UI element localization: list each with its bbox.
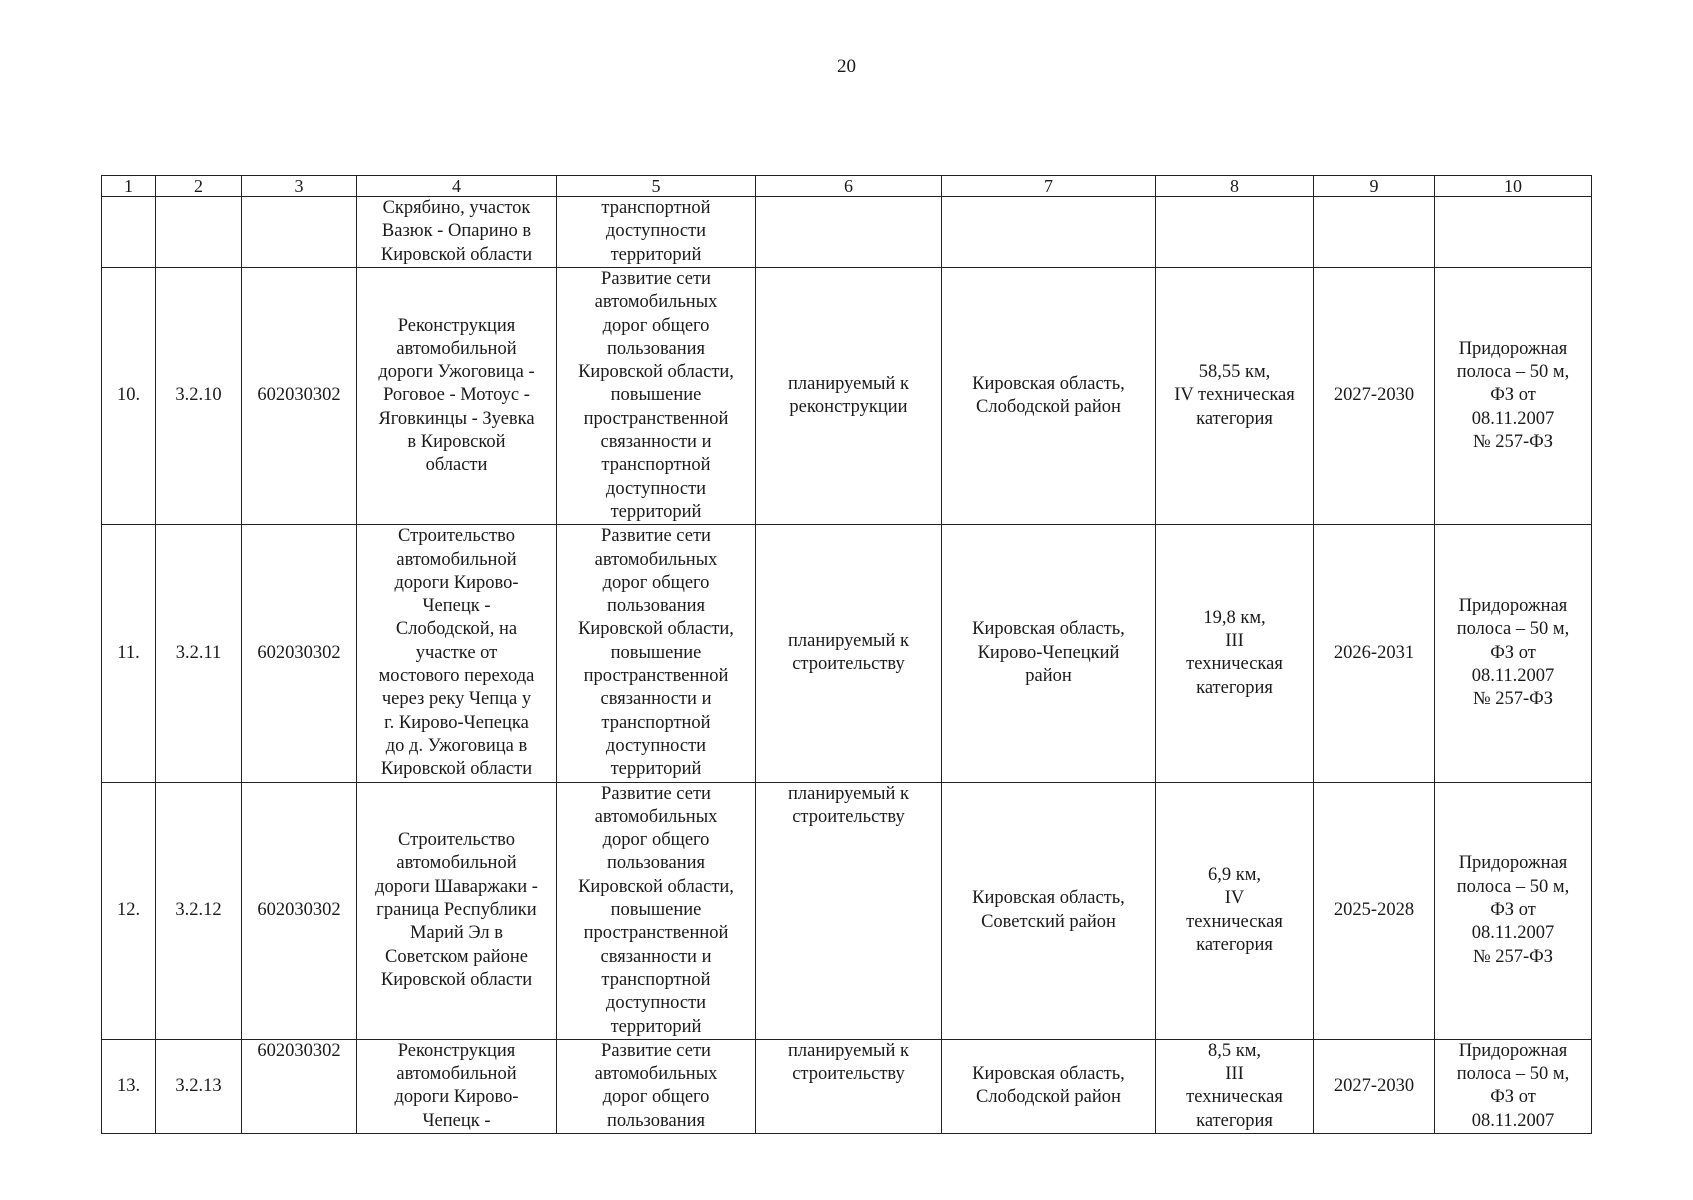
object-period-cell: 2027-2030	[1314, 268, 1435, 525]
object-code-cell: 3.2.10	[156, 268, 242, 525]
object-location-cell: Кировская область, Слободской район	[942, 268, 1156, 525]
empty-cell	[1435, 197, 1592, 268]
object-params-cell: 6,9 км, IV техническая категория	[1156, 782, 1314, 1039]
object-status-cell: планируемый к строительству	[756, 525, 942, 782]
object-params-cell: 58,55 км, IV техническая категория	[1156, 268, 1314, 525]
object-name-cell: Строительство автомобильной дороги Шаваржаки - граница Республики Марий Эл в Советском районе Кировской области	[357, 782, 557, 1039]
column-number-row	[102, 176, 1592, 197]
object-name-cell: Скрябино, участок Вазюк - Опарино в Кировской области	[357, 197, 557, 268]
continuation-row	[102, 197, 1592, 268]
kbk-code-cell: 602030302	[242, 268, 357, 525]
object-location-cell: Кировская область, Советский район	[942, 782, 1156, 1039]
object-period-cell: 2026-2031	[1314, 525, 1435, 782]
table-row	[102, 268, 1592, 525]
row-number-cell: 12.	[102, 782, 156, 1039]
object-period-cell: 2027-2030	[1314, 1039, 1435, 1133]
object-params-cell: 8,5 км, III техническая категория	[1156, 1039, 1314, 1133]
empty-cell	[942, 197, 1156, 268]
column-header: 1	[102, 176, 156, 197]
row-number-cell: 13.	[102, 1039, 156, 1133]
page-number: 20	[837, 56, 856, 77]
object-code-cell: 3.2.13	[156, 1039, 242, 1133]
kbk-code-cell: 602030302	[242, 525, 357, 782]
object-status-cell: планируемый к строительству	[756, 782, 942, 1039]
kbk-code-cell: 602030302	[242, 782, 357, 1039]
column-header: 6	[756, 176, 942, 197]
column-header: 9	[1314, 176, 1435, 197]
object-params-cell: 19,8 км, III техническая категория	[1156, 525, 1314, 782]
column-header: 10	[1435, 176, 1592, 197]
column-header: 4	[357, 176, 557, 197]
object-purpose-cell: транспортной доступности территорий	[557, 197, 756, 268]
object-purpose-cell: Развитие сети автомобильных дорог общего пользования	[557, 1039, 756, 1133]
empty-cell	[102, 197, 156, 268]
object-purpose-cell: Развитие сети автомобильных дорог общего пользования Кировской области, повышение пространственной связанности и транспортной доступности территорий	[557, 782, 756, 1039]
row-number-cell: 10.	[102, 268, 156, 525]
object-code-cell: 3.2.11	[156, 525, 242, 782]
object-status-cell: планируемый к строительству	[756, 1039, 942, 1133]
object-period-cell: 2025-2028	[1314, 782, 1435, 1039]
object-zone-cell: Придорожная полоса – 50 м, ФЗ от 08.11.2007 № 257-ФЗ	[1435, 268, 1592, 525]
empty-cell	[242, 197, 357, 268]
column-header: 5	[557, 176, 756, 197]
column-header: 3	[242, 176, 357, 197]
table-row	[102, 525, 1592, 782]
row-number-cell: 11.	[102, 525, 156, 782]
object-zone-cell: Придорожная полоса – 50 м, ФЗ от 08.11.2007 № 257-ФЗ	[1435, 525, 1592, 782]
object-name-cell: Строительство автомобильной дороги Кирово- Чепецк - Слободской, на участке от мостового перехода через реку Чепца у г. Кирово-Чепецка до д. Ужоговица в Кировской области	[357, 525, 557, 782]
column-header: 8	[1156, 176, 1314, 197]
table-row	[102, 782, 1592, 1039]
object-purpose-cell: Развитие сети автомобильных дорог общего пользования Кировской области, повышение пространственной связанности и транспортной доступности территорий	[557, 525, 756, 782]
column-header: 7	[942, 176, 1156, 197]
objects-table	[101, 175, 1592, 1134]
empty-cell	[756, 197, 942, 268]
empty-cell	[1156, 197, 1314, 268]
object-purpose-cell: Развитие сети автомобильных дорог общего пользования Кировской области, повышение пространственной связанности и транспортной доступности территорий	[557, 268, 756, 525]
object-location-cell: Кировская область, Кирово-Чепецкий район	[942, 525, 1156, 782]
column-header: 2	[156, 176, 242, 197]
object-status-cell: планируемый к реконструкции	[756, 268, 942, 525]
kbk-code-cell: 602030302	[242, 1039, 357, 1133]
empty-cell	[156, 197, 242, 268]
object-name-cell: Реконструкция автомобильной дороги Кирово- Чепецк -	[357, 1039, 557, 1133]
object-name-cell: Реконструкция автомобильной дороги Ужоговица - Роговое - Мотоус - Яговкинцы - Зуевка в Кировской области	[357, 268, 557, 525]
object-zone-cell: Придорожная полоса – 50 м, ФЗ от 08.11.2007	[1435, 1039, 1592, 1133]
object-location-cell: Кировская область, Слободской район	[942, 1039, 1156, 1133]
table-row	[102, 1039, 1592, 1133]
empty-cell	[1314, 197, 1435, 268]
object-code-cell: 3.2.12	[156, 782, 242, 1039]
object-zone-cell: Придорожная полоса – 50 м, ФЗ от 08.11.2007 № 257-ФЗ	[1435, 782, 1592, 1039]
